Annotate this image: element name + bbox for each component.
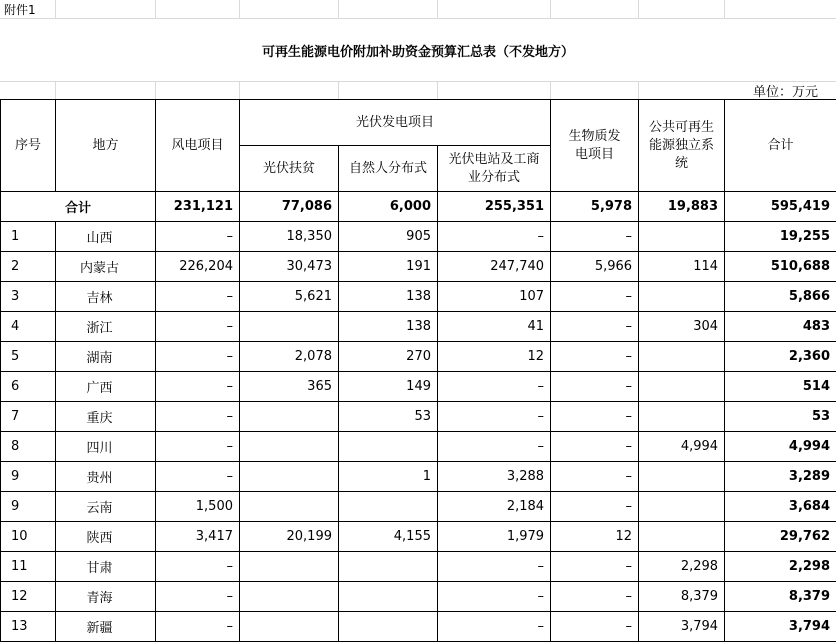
table-cell-seq: 3 bbox=[1, 282, 56, 312]
table-cell-pv-poverty bbox=[240, 492, 339, 522]
table-cell-total: 53 bbox=[725, 402, 836, 432]
table-cell-public: 2,298 bbox=[639, 552, 725, 582]
table-cell-region: 贵州 bbox=[56, 462, 156, 492]
total-biomass: 5,978 bbox=[551, 192, 639, 222]
table-cell-pv-poverty bbox=[240, 432, 339, 462]
table-cell-seq: 8 bbox=[1, 432, 56, 462]
table-cell-region: 陕西 bbox=[56, 522, 156, 552]
table-row bbox=[1, 552, 836, 582]
table-cell-total: 3,794 bbox=[725, 612, 836, 642]
table-cell-wind: – bbox=[156, 222, 240, 252]
table-cell-pv-natural: 191 bbox=[339, 252, 438, 282]
table-cell-pv-poverty: 30,473 bbox=[240, 252, 339, 282]
table-cell-wind: 226,204 bbox=[156, 252, 240, 282]
table-cell-biomass: – bbox=[551, 402, 639, 432]
table-cell-region: 吉林 bbox=[56, 282, 156, 312]
table-cell-total: 19,255 bbox=[725, 222, 836, 252]
header-pv-group: 光伏发电项目 bbox=[240, 100, 551, 146]
table-cell-biomass: – bbox=[551, 612, 639, 642]
table-cell-seq: 4 bbox=[1, 312, 56, 342]
table-cell-seq: 7 bbox=[1, 402, 56, 432]
table-cell-pv-station: 1,979 bbox=[438, 522, 551, 552]
table-cell-biomass: – bbox=[551, 222, 639, 252]
total-row bbox=[1, 192, 836, 222]
table-cell-biomass: – bbox=[551, 432, 639, 462]
total-pv-station: 255,351 bbox=[438, 192, 551, 222]
header-pv-station: 光伏电站及工商业分布式 bbox=[438, 146, 551, 192]
table-row bbox=[1, 222, 836, 252]
table-cell-pv-station: 247,740 bbox=[438, 252, 551, 282]
table-cell-seq: 13 bbox=[1, 612, 56, 642]
table-row bbox=[1, 522, 836, 552]
table-cell-wind: – bbox=[156, 552, 240, 582]
table-cell-seq: 1 bbox=[1, 222, 56, 252]
table-cell-pv-natural bbox=[339, 582, 438, 612]
table-cell-pv-station: – bbox=[438, 372, 551, 402]
table-cell-pv-poverty: 18,350 bbox=[240, 222, 339, 252]
header-biomass: 生物质发电项目 bbox=[551, 100, 639, 192]
table-cell-seq: 10 bbox=[1, 522, 56, 552]
table-row bbox=[1, 342, 836, 372]
table-cell-wind: – bbox=[156, 282, 240, 312]
total-wind: 231,121 bbox=[156, 192, 240, 222]
table-row bbox=[1, 612, 836, 642]
table-cell-pv-poverty bbox=[240, 402, 339, 432]
table-cell-pv-natural: 270 bbox=[339, 342, 438, 372]
table-cell-wind: – bbox=[156, 612, 240, 642]
header-wind: 风电项目 bbox=[156, 100, 240, 192]
table-row bbox=[1, 252, 836, 282]
table-cell-pv-natural: 149 bbox=[339, 372, 438, 402]
table-cell-total: 2,360 bbox=[725, 342, 836, 372]
table-cell-region: 湖南 bbox=[56, 342, 156, 372]
total-public: 19,883 bbox=[639, 192, 725, 222]
table-cell-biomass: – bbox=[551, 342, 639, 372]
table-cell-wind: 1,500 bbox=[156, 492, 240, 522]
table-row bbox=[1, 462, 836, 492]
table-cell-region: 浙江 bbox=[56, 312, 156, 342]
total-pv-natural: 6,000 bbox=[339, 192, 438, 222]
table-cell-pv-poverty bbox=[240, 312, 339, 342]
table-cell-pv-natural: 4,155 bbox=[339, 522, 438, 552]
table-cell-pv-poverty: 365 bbox=[240, 372, 339, 402]
table-cell-region: 青海 bbox=[56, 582, 156, 612]
sheet-label: 附件1 bbox=[4, 2, 36, 17]
table-cell-biomass: 5,966 bbox=[551, 252, 639, 282]
table-cell-pv-natural: 138 bbox=[339, 282, 438, 312]
table-cell-pv-natural: 138 bbox=[339, 312, 438, 342]
budget-table bbox=[0, 99, 836, 642]
table-cell-public: 4,994 bbox=[639, 432, 725, 462]
table-cell-biomass: – bbox=[551, 552, 639, 582]
table-cell-public bbox=[639, 282, 725, 312]
table-cell-region: 重庆 bbox=[56, 402, 156, 432]
table-cell-total: 483 bbox=[725, 312, 836, 342]
unit-label: 单位：万元 bbox=[752, 84, 818, 100]
table-cell-seq: 5 bbox=[1, 342, 56, 372]
header-seq: 序号 bbox=[1, 100, 56, 192]
table-cell-wind: – bbox=[156, 312, 240, 342]
table-cell-wind: 3,417 bbox=[156, 522, 240, 552]
table-cell-pv-natural: 1 bbox=[339, 462, 438, 492]
table-cell-region: 四川 bbox=[56, 432, 156, 462]
table-cell-biomass: – bbox=[551, 462, 639, 492]
table-cell-biomass: 12 bbox=[551, 522, 639, 552]
table-cell-pv-station: – bbox=[438, 432, 551, 462]
table-cell-pv-natural: 53 bbox=[339, 402, 438, 432]
table-cell-pv-station: 107 bbox=[438, 282, 551, 312]
table-cell-biomass: – bbox=[551, 582, 639, 612]
table-cell-pv-poverty bbox=[240, 552, 339, 582]
table-cell-pv-poverty: 20,199 bbox=[240, 522, 339, 552]
table-row bbox=[1, 492, 836, 522]
table-cell-pv-poverty bbox=[240, 582, 339, 612]
total-label: 合计 bbox=[1, 192, 156, 222]
table-cell-seq: 9 bbox=[1, 492, 56, 522]
header-total: 合计 bbox=[725, 100, 836, 192]
table-cell-total: 3,289 bbox=[725, 462, 836, 492]
table-row bbox=[1, 402, 836, 432]
table-cell-wind: – bbox=[156, 462, 240, 492]
table-cell-pv-station: – bbox=[438, 582, 551, 612]
table-cell-pv-station: 3,288 bbox=[438, 462, 551, 492]
table-cell-pv-poverty bbox=[240, 462, 339, 492]
table-cell-region: 山西 bbox=[56, 222, 156, 252]
header-public: 公共可再生能源独立系统 bbox=[639, 100, 725, 192]
table-cell-public bbox=[639, 522, 725, 552]
table-cell-public bbox=[639, 402, 725, 432]
table-cell-wind: – bbox=[156, 342, 240, 372]
table-cell-pv-station: – bbox=[438, 552, 551, 582]
table-cell-region: 甘肃 bbox=[56, 552, 156, 582]
table-cell-wind: – bbox=[156, 582, 240, 612]
table-cell-wind: – bbox=[156, 432, 240, 462]
table-cell-region: 内蒙古 bbox=[56, 252, 156, 282]
table-cell-public bbox=[639, 342, 725, 372]
table-cell-pv-poverty: 5,621 bbox=[240, 282, 339, 312]
total-pv-poverty: 77,086 bbox=[240, 192, 339, 222]
table-row bbox=[1, 582, 836, 612]
table-row bbox=[1, 282, 836, 312]
table-row bbox=[1, 372, 836, 402]
table-cell-pv-natural bbox=[339, 612, 438, 642]
table-cell-biomass: – bbox=[551, 492, 639, 522]
table-cell-seq: 6 bbox=[1, 372, 56, 402]
table-cell-wind: – bbox=[156, 372, 240, 402]
table-cell-pv-natural bbox=[339, 432, 438, 462]
header-row bbox=[1, 100, 836, 146]
table-cell-total: 4,994 bbox=[725, 432, 836, 462]
table-row bbox=[1, 432, 836, 462]
table-cell-pv-poverty bbox=[240, 612, 339, 642]
table-cell-biomass: – bbox=[551, 312, 639, 342]
table-cell-seq: 12 bbox=[1, 582, 56, 612]
table-cell-biomass: – bbox=[551, 372, 639, 402]
table-cell-pv-natural bbox=[339, 492, 438, 522]
table-cell-public bbox=[639, 222, 725, 252]
table-cell-pv-station: 41 bbox=[438, 312, 551, 342]
table-cell-pv-natural: 905 bbox=[339, 222, 438, 252]
table-cell-region: 广西 bbox=[56, 372, 156, 402]
page-title: 可再生能源电价附加补助资金预算汇总表（不发地方） bbox=[261, 44, 574, 60]
table-cell-pv-station: 12 bbox=[438, 342, 551, 372]
table-cell-region: 新疆 bbox=[56, 612, 156, 642]
table-cell-public: 114 bbox=[639, 252, 725, 282]
table-cell-public: 3,794 bbox=[639, 612, 725, 642]
table-cell-total: 510,688 bbox=[725, 252, 836, 282]
table-cell-biomass: – bbox=[551, 282, 639, 312]
table-cell-public: 304 bbox=[639, 312, 725, 342]
header-pv-natural: 自然人分布式 bbox=[339, 146, 438, 192]
table-row bbox=[1, 312, 836, 342]
table-cell-total: 3,684 bbox=[725, 492, 836, 522]
total-total: 595,419 bbox=[725, 192, 836, 222]
table-cell-pv-poverty: 2,078 bbox=[240, 342, 339, 372]
table-cell-public bbox=[639, 372, 725, 402]
header-region: 地方 bbox=[56, 100, 156, 192]
table-cell-seq: 2 bbox=[1, 252, 56, 282]
table-cell-seq: 9 bbox=[1, 462, 56, 492]
table-cell-total: 5,866 bbox=[725, 282, 836, 312]
table-cell-total: 514 bbox=[725, 372, 836, 402]
table-cell-pv-station: 2,184 bbox=[438, 492, 551, 522]
table-cell-public: 8,379 bbox=[639, 582, 725, 612]
table-cell-pv-station: – bbox=[438, 222, 551, 252]
table-cell-pv-station: – bbox=[438, 612, 551, 642]
table-cell-public bbox=[639, 492, 725, 522]
table-cell-total: 2,298 bbox=[725, 552, 836, 582]
table-cell-region: 云南 bbox=[56, 492, 156, 522]
table-cell-total: 29,762 bbox=[725, 522, 836, 552]
table-cell-total: 8,379 bbox=[725, 582, 836, 612]
table-cell-pv-natural bbox=[339, 552, 438, 582]
header-pv-poverty: 光伏扶贫 bbox=[240, 146, 339, 192]
table-cell-pv-station: – bbox=[438, 402, 551, 432]
table-cell-public bbox=[639, 462, 725, 492]
table-cell-seq: 11 bbox=[1, 552, 56, 582]
table-cell-wind: – bbox=[156, 402, 240, 432]
